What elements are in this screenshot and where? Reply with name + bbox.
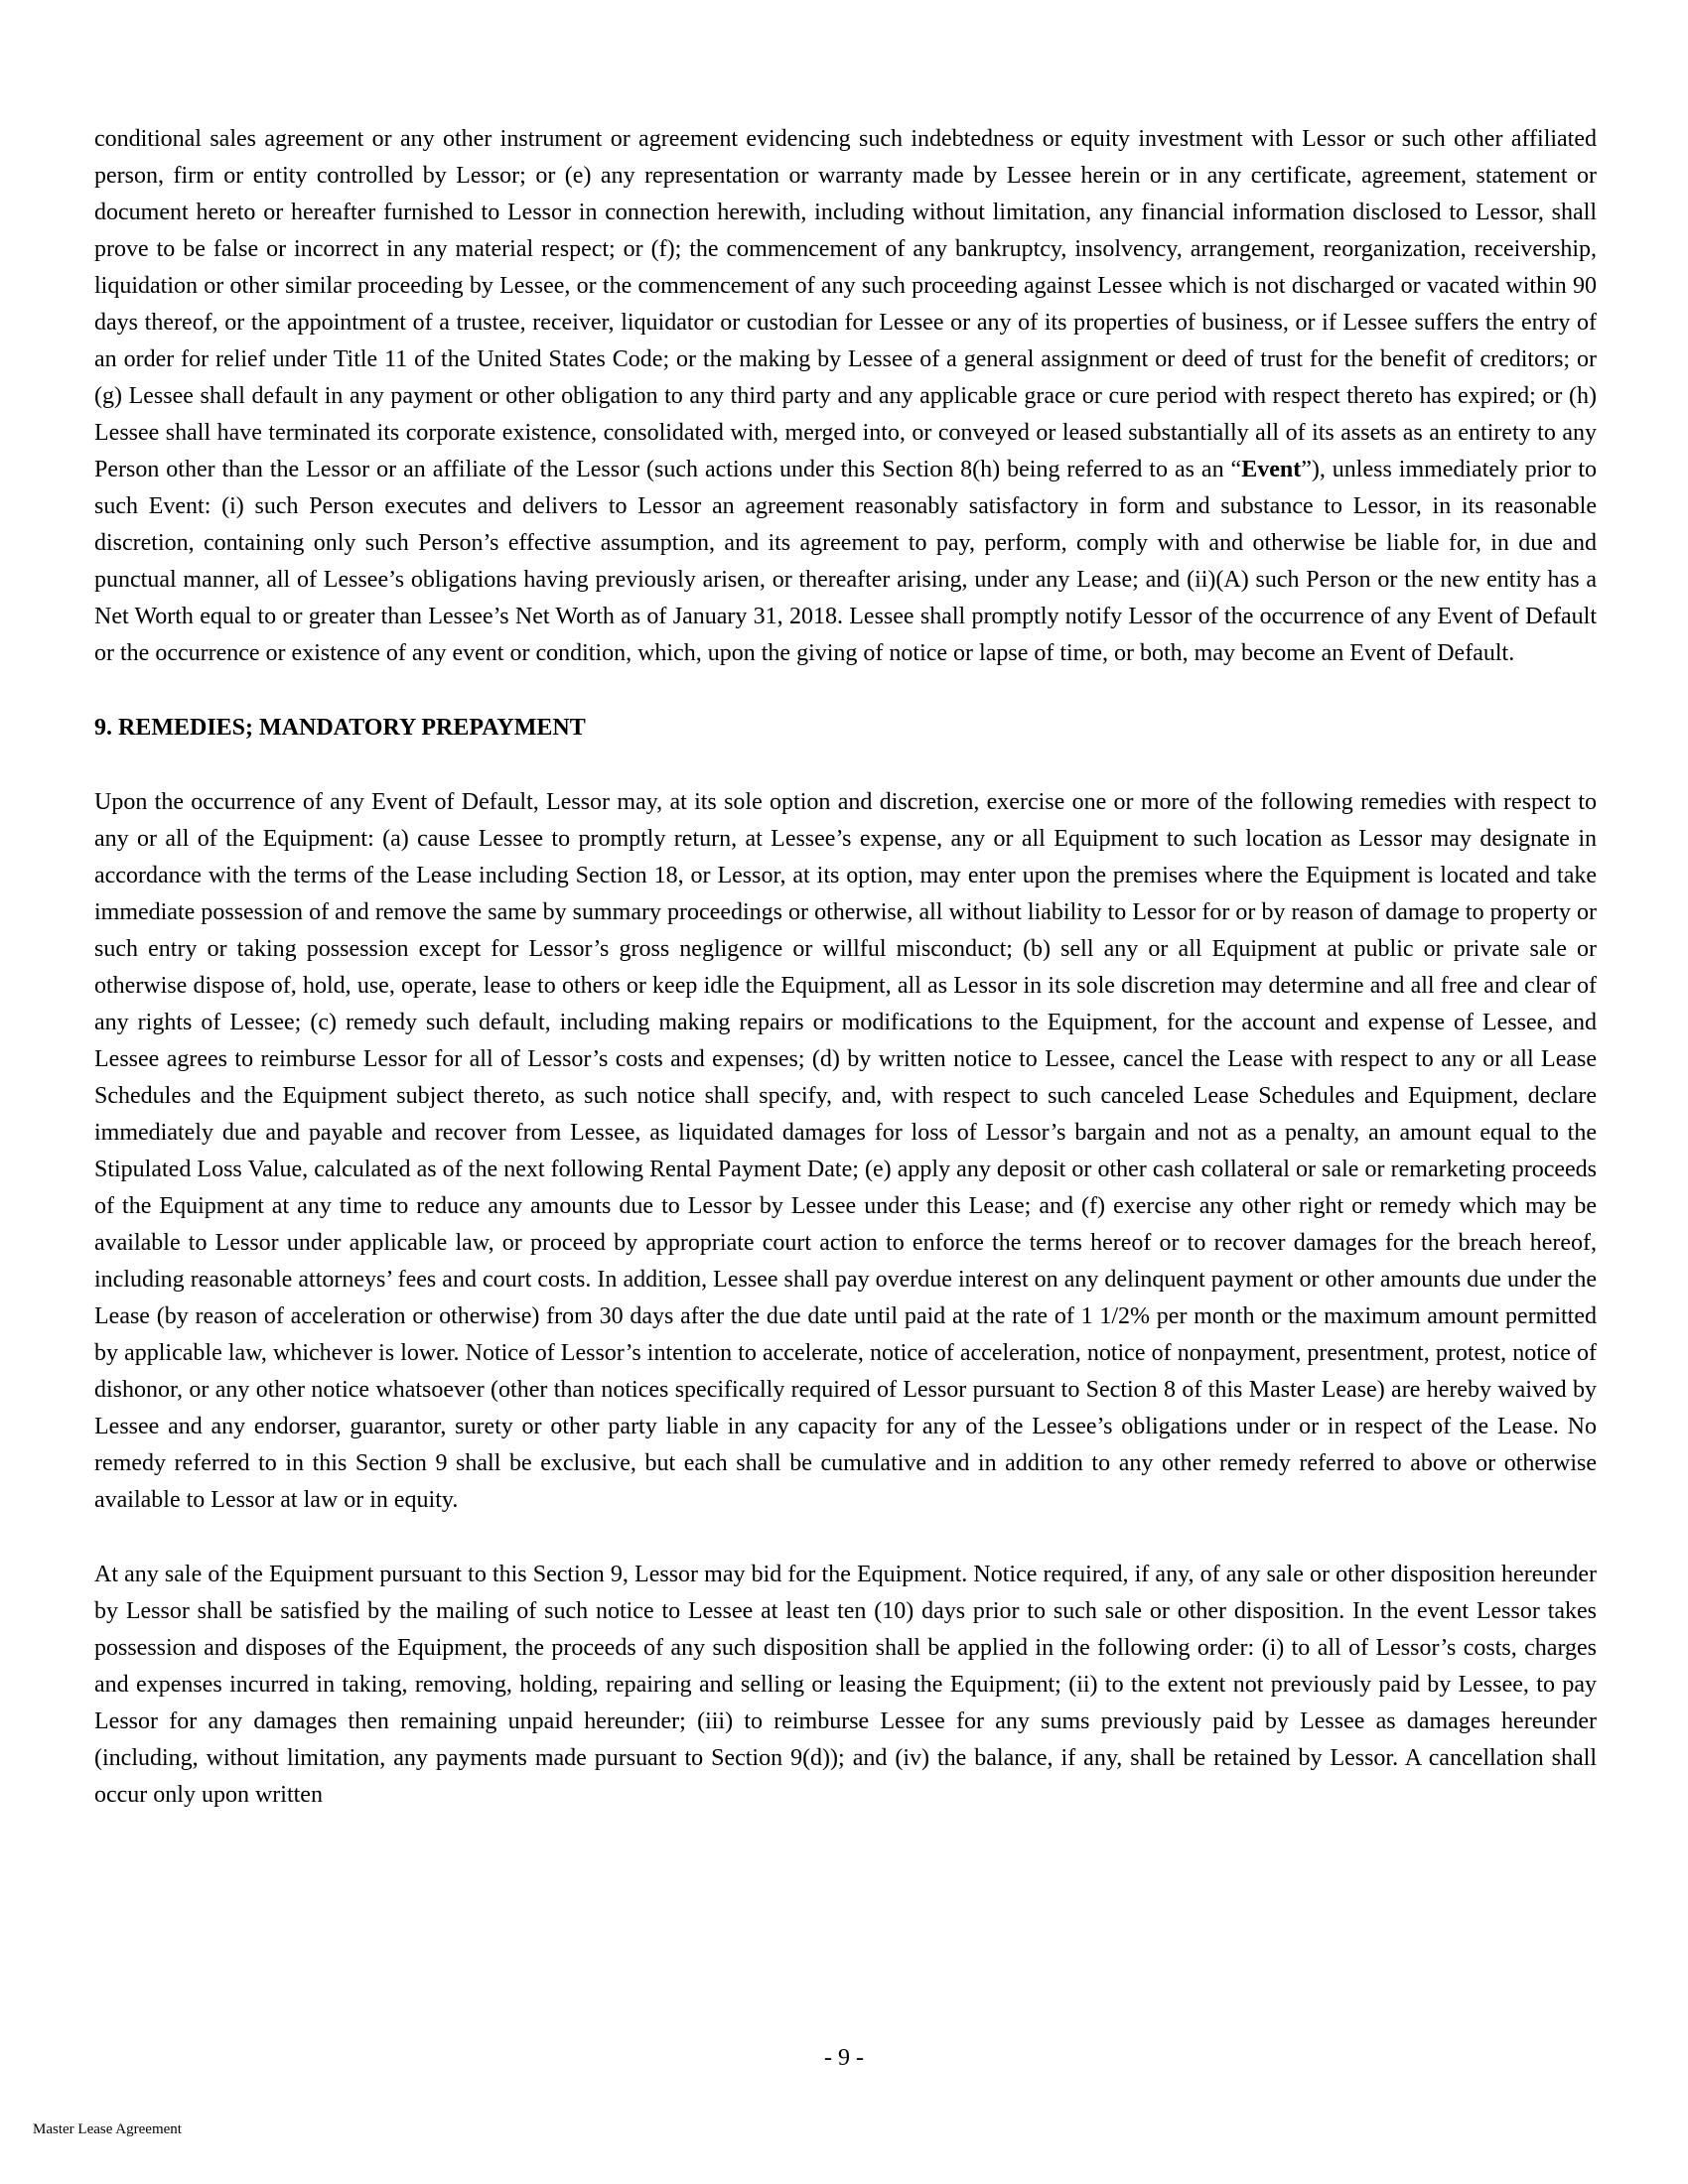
paragraph-text-after-bold: ”), unless immediately prior to such Event: (i) such Person executes and delivers to Lessor an agreement reasonably satisfactory in form and substance to Lessor, in its reasonable discretion, containing only such Person’s effective assumption, and its agreement to pay, perform, comply with and otherwise be liable for, in due and punctual manner, all of Lessee’s obligations having previously arisen, or thereafter arising, under any Lease; and (ii)(A) such Person or the new entity has a Net Worth equal to or greater than Lessee’s Net Worth as of January 31, 2018. Lessee shall promptly notify Lessor of the occurrence of any Event of Default or the occurrence or existence of any event or condition, which, upon the giving of notice or lapse of time, or both, may become an Event of Default. [94,457,1597,666]
paragraph-remedies: Upon the occurrence of any Event of Default, Lessor may, at its sole option and discretion, exercise one or more of the following remedies with respect to any or all of the Equipment: (a) cause Lessee to promptly return, at Lessee’s expense, any or all Equipment to such location as Lessor may designate in accordance with the terms of the Lease including Section 18, or Lessor, at its option, may enter upon the premises where the Equipment is located and take immediate possession of and remove the same by summary proceedings or otherwise, all without liability to Lessor for or by reason of damage to property or such entry or taking possession except for Lessor’s gross negligence or willful misconduct; (b) sell any or all Equipment at public or private sale or otherwise dispose of, hold, use, operate, lease to others or keep idle the Equipment, all as Lessor in its sole discretion may determine and all free and clear of any rights of Lessee; (c) remedy such default, including making repairs or modifications to the Equipment, for the account and expense of Lessee, and Lessee agrees to reimburse Lessor for all of Lessor’s costs and expenses; (d) by written notice to Lessee, cancel the Lease with respect to any or all Lease Schedules and the Equipment subject thereto, as such notice shall specify, and, with respect to such canceled Lease Schedules and Equipment, declare immediately due and payable and recover from Lessee, as liquidated damages for loss of Lessor’s bargain and not as a penalty, an amount equal to the Stipulated Loss Value, calculated as of the next following Rental Payment Date; (e) apply any deposit or other cash collateral or sale or remarketing proceeds of the Equipment at any time to reduce any amounts due to Lessor by Lessee under this Lease; and (f) exercise any other right or remedy which may be available to Lessor under applicable law, or proceed by appropriate court action to enforce the terms hereof or to recover damages for the breach hereof, including reasonable attorneys’ fees and court costs. In addition, Lessee shall pay overdue interest on any delinquent payment or other amounts due under the Lease (by reason of acceleration or otherwise) from 30 days after the due date until paid at the rate of 1 1/2% per month or the maximum amount permitted by applicable law, whichever is lower. Notice of Lessor’s intention to accelerate, notice of acceleration, notice of nonpayment, presentment, protest, notice of dishonor, or any other notice whatsoever (other than notices specifically required of Lessor pursuant to Section 8 of this Master Lease) are hereby waived by Lessee and any endorser, guarantor, surety or other party liable in any capacity for any of the Lessee’s obligations under or in respect of the Lease. No remedy referred to in this Section 9 shall be exclusive, but each shall be cumulative and in addition to any other remedy referred to above or otherwise available to Lessor at law or in equity. [94,789,1597,1513]
defined-term-event: Event [1241,457,1302,482]
document-body [94,121,1597,1814]
page-number: - 9 - [824,2045,864,2071]
footer-document-title: Master Lease Agreement [33,2121,182,2137]
paragraph-default-events-continuation [94,121,1597,672]
paragraph-sale-of-equipment: At any sale of the Equipment pursuant to this Section 9, Lessor may bid for the Equipment. Notice required, if any, of any sale or other disposition hereunder by Lessor shall be satisfied by the mailing of such notice to Lessee at least ten (10) days prior to such sale or other disposition. In the event Lessor takes possession and disposes of the Equipment, the proceeds of any such disposition shall be applied in the following order: (i) to all of Lessor’s costs, charges and expenses incurred in taking, removing, holding, repairing and selling or leasing the Equipment; (ii) to the extent not previously paid by Lessee, to pay Lessor for any damages then remaining unpaid hereunder; (iii) to reimburse Lessee for any sums previously paid by Lessee as damages hereunder (including, without limitation, any payments made pursuant to Section 9(d)); and (iv) the balance, if any, shall be retained by Lessor. A cancellation shall occur only upon written [94,1562,1597,1808]
section-heading-remedies: 9. REMEDIES; MANDATORY PREPAYMENT [94,715,586,741]
paragraph-text-before-bold: conditional sales agreement or any other instrument or agreement evidencing such indebtedness or equity investment with Lessor or such other affiliated person, firm or entity controlled by Lessor; or (e) any representation or warranty made by Lessee herein or in any certificate, agreement, statement or document hereto or hereafter furnished to Lessor in connection herewith, including without limitation, any financial information disclosed to Lessor, shall prove to be false or incorrect in any material respect; or (f); the commencement of any bankruptcy, insolvency, arrangement, reorganization, receivership, liquidation or other similar proceeding by Lessee, or the commencement of any such proceeding against Lessee which is not discharged or vacated within 90 days thereof, or the appointment of a trustee, receiver, liquidator or custodian for Lessee or any of its properties of business, or if Lessee suffers the entry of an order for relief under Title 11 of the United States Code; or the making by Lessee of a general assignment or deed of trust for the benefit of creditors; or (g) Lessee shall default in any payment or other obligation to any third party and any applicable grace or cure period with respect thereto has expired; or (h) Lessee shall have terminated its corporate existence, consolidated with, merged into, or conveyed or leased substantially all of its assets as an entirety to any Person other than the Lessor or an affiliate of the Lessor (such actions under this Section 8(h) being referred to as an “ [94,126,1597,482]
